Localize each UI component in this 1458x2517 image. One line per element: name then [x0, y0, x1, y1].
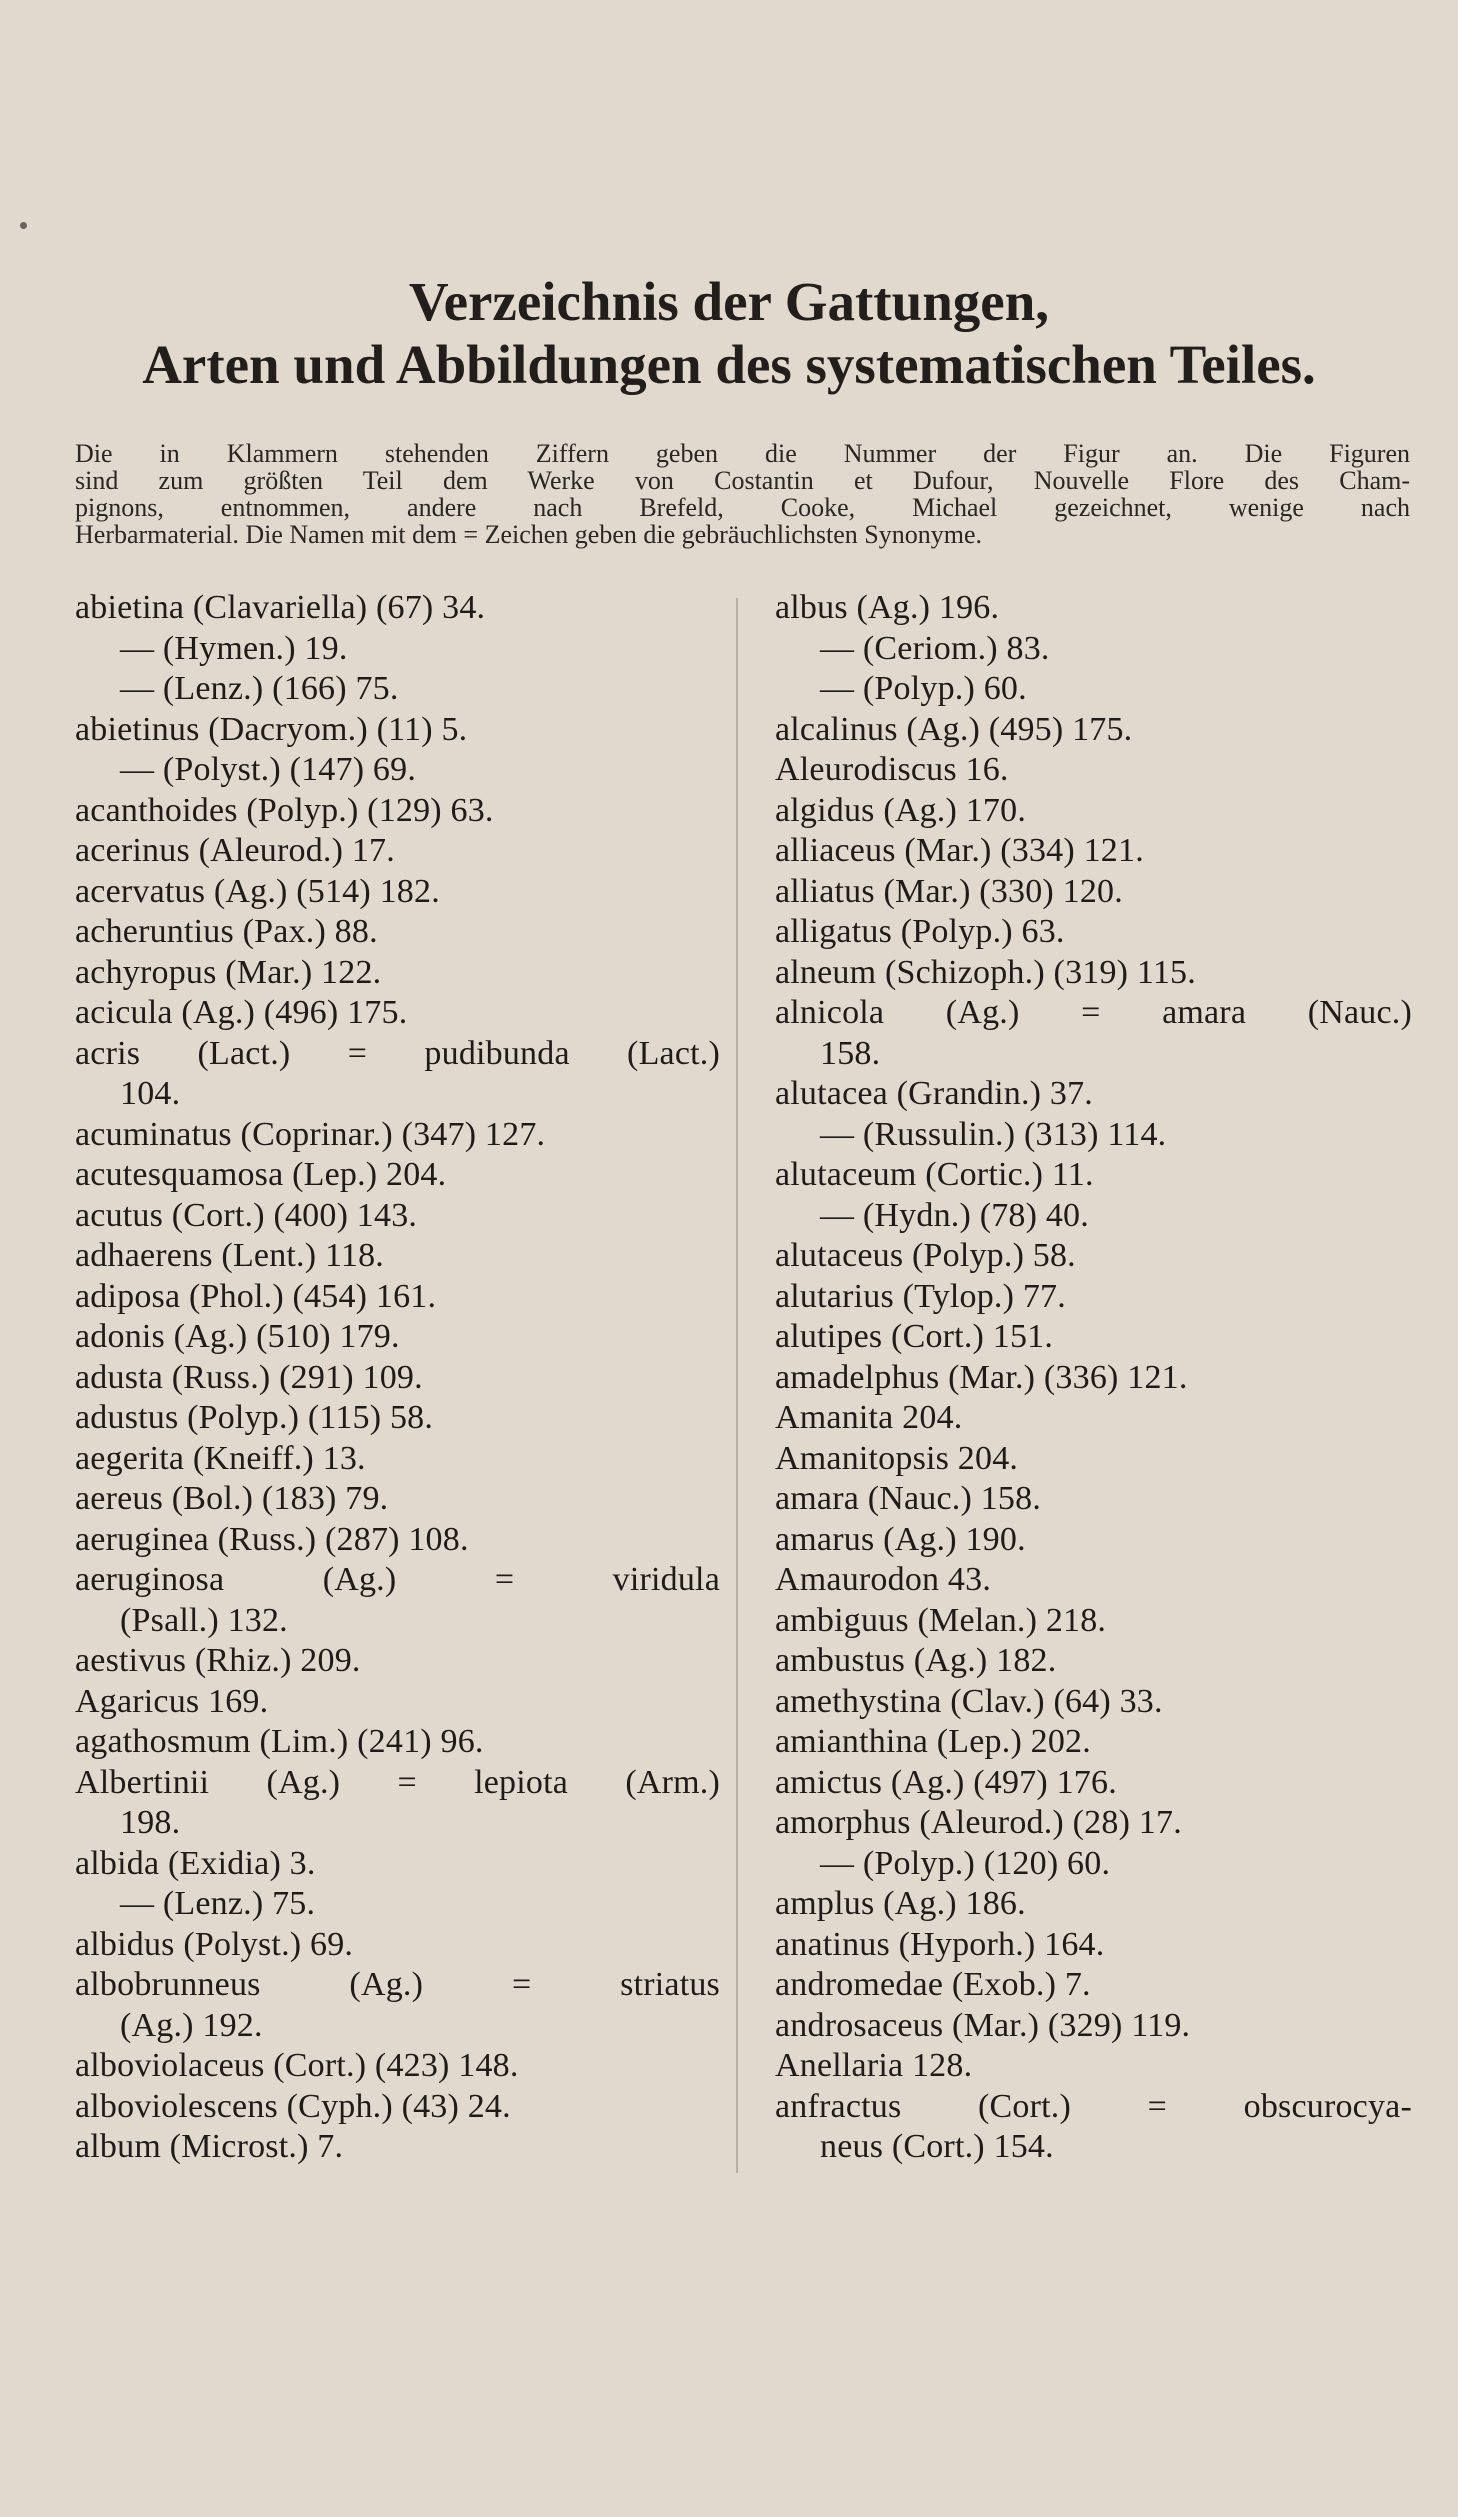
index-entry: Amaurodon 43. [775, 1561, 992, 1598]
index-entry: aestivus (Rhiz.) 209. [75, 1642, 361, 1679]
index-entry: anatinus (Hyporh.) 164. [775, 1925, 1105, 1963]
index-entry: ambustus (Ag.) 182. [775, 1642, 1057, 1679]
index-entry: acervatus (Ag.) (514) 182. [75, 872, 440, 910]
index-entry-continuation: 158. [820, 1034, 881, 1072]
index-entry: — (Hydn.) (78) 40. [820, 1196, 1089, 1234]
index-entry: — (Polyp.) 60. [820, 670, 1027, 707]
intro-line: Die in Klammern stehenden Ziffern geben die Nummer der Figur an. Die Figuren [75, 439, 1410, 468]
index-entry: Amanita 204. [775, 1399, 963, 1436]
index-column-left [75, 588, 720, 2168]
index-entry: acutesquamosa (Lep.) 204. [75, 1156, 447, 1193]
index-entry: alligatus (Polyp.) 63. [775, 913, 1065, 950]
index-entry: albida (Exidia) 3. [75, 1844, 316, 1882]
index-entry: Agaricus 169. [75, 1682, 269, 1720]
index-entry: alneum (Schizoph.) (319) 115. [775, 953, 1196, 991]
index-entry: amethystina (Clav.) (64) 33. [775, 1682, 1163, 1720]
index-entry: albobrunneus (Ag.) = striatus [75, 1966, 720, 2003]
index-entry: — (Polyst.) (147) 69. [120, 751, 417, 788]
index-entry: aeruginosa (Ag.) = viridula [75, 1561, 720, 1598]
index-entry-continuation: 198. [120, 1804, 181, 1841]
index-entry: alutaceus (Polyp.) 58. [775, 1237, 1076, 1274]
index-entry: alliatus (Mar.) (330) 120. [775, 872, 1123, 910]
ink-speck [20, 222, 27, 229]
page-title-line-1: Verzeichnis der Gattungen, [408, 271, 1050, 332]
index-entry: — (Polyp.) (120) 60. [820, 1844, 1111, 1882]
index-entry: amadelphus (Mar.) (336) 121. [775, 1358, 1188, 1396]
index-entry: album (Microst.) 7. [75, 2128, 344, 2165]
index-entry: anfractus (Cort.) = obscurocya- [775, 2087, 1412, 2125]
index-entry: — (Lenz.) 75. [120, 1885, 316, 1922]
index-entry-continuation: neus (Cort.) 154. [820, 2128, 1054, 2165]
index-entry: acuminatus (Coprinar.) (347) 127. [75, 1115, 546, 1153]
index-entry: adustus (Polyp.) (115) 58. [75, 1399, 434, 1436]
intro-line: sind zum größten Teil dem Werke von Costantin et Dufour, Nouvelle Flore des Cham- [75, 466, 1410, 495]
index-entry: aeruginea (Russ.) (287) 108. [75, 1520, 469, 1558]
index-entry: achyropus (Mar.) 122. [75, 953, 382, 991]
index-entry: — (Ceriom.) 83. [820, 629, 1050, 667]
index-entry: aereus (Bol.) (183) 79. [75, 1480, 389, 1517]
index-entry: alutacea (Grandin.) 37. [775, 1075, 1094, 1112]
index-entry: amara (Nauc.) 158. [775, 1480, 1042, 1517]
index-entry: acicula (Ag.) (496) 175. [75, 994, 408, 1031]
intro-line: Herbarmaterial. Die Namen mit dem = Zeichen geben die gebräuchlichsten Synonyme. [75, 520, 983, 549]
index-entry: alutaceum (Cortic.) 11. [775, 1156, 1094, 1193]
index-entry: alutarius (Tylop.) 77. [775, 1277, 1066, 1315]
index-entry: albidus (Polyst.) 69. [75, 1925, 354, 1963]
index-entry: albus (Ag.) 196. [775, 589, 1000, 626]
index-entry: Albertinii (Ag.) = lepiota (Arm.) [75, 1763, 720, 1801]
index-entry: algidus (Ag.) 170. [775, 791, 1027, 829]
index-entry-continuation: (Psall.) 132. [120, 1601, 288, 1639]
index-entry: ambiguus (Melan.) 218. [775, 1601, 1107, 1639]
index-entry: Aleurodiscus 16. [775, 751, 1009, 788]
index-entry: Amanitopsis 204. [775, 1439, 1019, 1477]
index-entry: amictus (Ag.) (497) 176. [775, 1763, 1117, 1801]
index-entry: adonis (Ag.) (510) 179. [75, 1318, 400, 1355]
index-entry: amplus (Ag.) 186. [775, 1885, 1026, 1922]
index-entry: adusta (Russ.) (291) 109. [75, 1358, 423, 1396]
index-entry: abietina (Clavariella) (67) 34. [75, 589, 486, 626]
index-entry: abietinus (Dacryom.) (11) 5. [75, 710, 468, 748]
index-entry: acerinus (Aleurod.) 17. [75, 832, 395, 869]
index-entry: acanthoides (Polyp.) (129) 63. [75, 791, 494, 829]
index-entry: alboviolescens (Cyph.) (43) 24. [75, 2087, 511, 2125]
index-entry: Anellaria 128. [775, 2047, 973, 2084]
index-entry: amarus (Ag.) 190. [775, 1520, 1026, 1558]
intro-paragraph [75, 440, 1410, 548]
column-divider [736, 598, 738, 2173]
index-entry: aegerita (Kneiff.) 13. [75, 1439, 366, 1477]
index-entry: androsaceus (Mar.) (329) 119. [775, 2006, 1191, 2044]
index-entry: alutipes (Cort.) 151. [775, 1318, 1054, 1355]
index-entry: acutus (Cort.) (400) 143. [75, 1196, 418, 1234]
index-entry: — (Hymen.) 19. [120, 629, 348, 667]
index-entry: acheruntius (Pax.) 88. [75, 913, 378, 950]
index-entry: agathosmum (Lim.) (241) 96. [75, 1723, 484, 1760]
index-entry: adhaerens (Lent.) 118. [75, 1237, 385, 1274]
index-entry: — (Lenz.) (166) 75. [120, 670, 399, 707]
index-entry: alcalinus (Ag.) (495) 175. [775, 710, 1133, 748]
intro-line: pignons, entnommen, andere nach Brefeld, Cooke, Michael gezeichnet, wenige nach [75, 493, 1410, 522]
index-entry: alliaceus (Mar.) (334) 121. [775, 832, 1144, 869]
index-entry: acris (Lact.) = pudibunda (Lact.) [75, 1034, 720, 1072]
index-entry: amorphus (Aleurod.) (28) 17. [775, 1804, 1182, 1841]
index-column-right [775, 588, 1412, 2168]
index-entry: alboviolaceus (Cort.) (423) 148. [75, 2047, 519, 2084]
index-entry: alnicola (Ag.) = amara (Nauc.) [775, 994, 1412, 1031]
page-title-line-2: Arten und Abbildungen des systematischen Teiles. [142, 334, 1316, 395]
index-entry-continuation: 104. [120, 1075, 181, 1112]
index-entry: — (Russulin.) (313) 114. [820, 1115, 1167, 1153]
index-entry: andromedae (Exob.) 7. [775, 1966, 1091, 2003]
index-entry: amianthina (Lep.) 202. [775, 1723, 1091, 1760]
index-entry-continuation: (Ag.) 192. [120, 2006, 263, 2044]
index-entry: adiposa (Phol.) (454) 161. [75, 1277, 437, 1315]
